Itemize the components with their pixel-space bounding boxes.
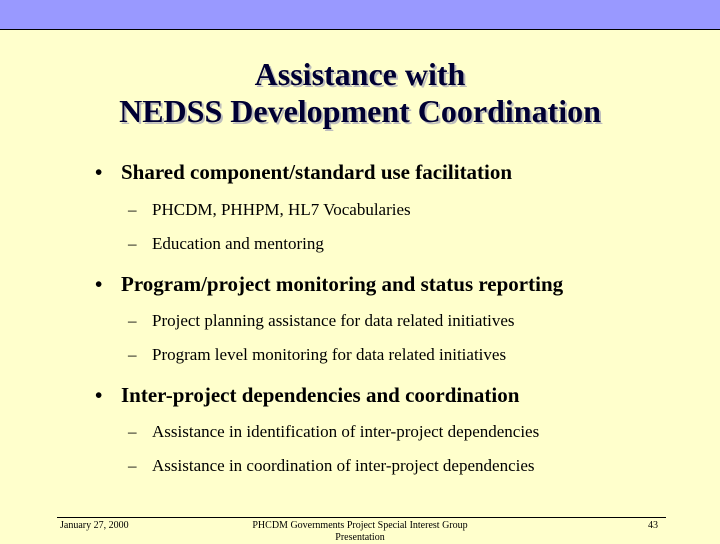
bullet-item: [95, 160, 512, 184]
dash-icon: –: [128, 456, 137, 475]
bullet-icon: •: [95, 383, 103, 407]
bullet-icon: •: [95, 272, 103, 296]
bullet-text: Shared component/standard use facilitation: [121, 160, 513, 184]
bullet-icon: •: [95, 160, 103, 184]
top-color-bar: [0, 0, 720, 30]
dash-icon: –: [128, 200, 137, 219]
sub-bullet-text: Education and mentoring: [152, 234, 324, 253]
bullet-item: [95, 383, 519, 407]
bullet-text: Inter-project dependencies and coordination: [121, 383, 520, 407]
dash-icon: –: [128, 234, 137, 253]
dash-icon: –: [128, 422, 137, 441]
sub-bullet-item: [128, 200, 411, 220]
dash-icon: –: [128, 345, 137, 364]
bullet-item: [95, 272, 563, 296]
footer-divider: [57, 517, 666, 518]
page-number: 43: [648, 520, 658, 531]
bullet-text: Program/project monitoring and status reporting: [121, 272, 564, 296]
footer-title: PHCDM Governments Project Special Interest Group Presentation: [252, 520, 468, 543]
sub-bullet-text: Assistance in coordination of inter-project dependencies: [152, 456, 535, 475]
sub-bullet-item: [128, 234, 324, 254]
slide-title: [0, 56, 720, 130]
sub-bullet-item: [128, 311, 515, 331]
slide-title-line-1: Assistance with: [254, 56, 466, 92]
sub-bullet-text: PHCDM, PHHPM, HL7 Vocabularies: [152, 200, 411, 219]
footer-date: January 27, 2000: [60, 520, 129, 531]
sub-bullet-text: Program level monitoring for data related initiatives: [152, 345, 507, 364]
sub-bullet-item: [128, 345, 506, 365]
sub-bullet-text: Project planning assistance for data related initiatives: [152, 311, 515, 330]
dash-icon: –: [128, 311, 137, 330]
sub-bullet-text: Assistance in identification of inter-project dependencies: [152, 422, 540, 441]
sub-bullet-item: [128, 422, 539, 442]
sub-bullet-item: [128, 456, 535, 476]
slide-title-line-2: NEDSS Development Coordination: [119, 93, 601, 129]
